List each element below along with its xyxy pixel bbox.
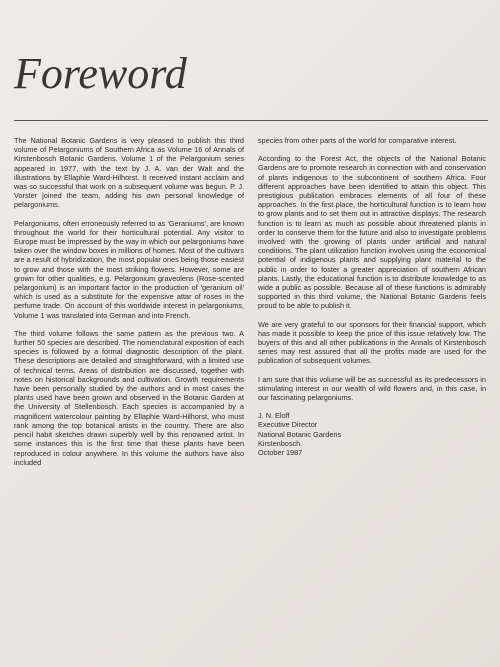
page-title: Foreword: [14, 49, 187, 98]
signature-role: Executive Director: [258, 420, 318, 430]
paragraph-closing: I am sure that this volume will be as successful as its predecessors in stimulating interest in our wealth of wild flowers and, in this case, in our fascinating pelargoniums.: [258, 374, 486, 403]
signature-date: October 1987: [258, 448, 303, 458]
title-divider: [14, 120, 488, 121]
signature-place: Kirstenbosch.: [258, 438, 303, 448]
paragraph-third-volume: The third volume follows the same pattern as the previous two. A further 50 species are described. The nomenclatural exposition of each species is followed by a formal diagnostic description of the plant. These descriptions are detailed and straightforward, with a limited use of technical terms. Areas of distribution are discussed, together with notes on historical backgrounds and cultivation. Growth requirements have been personally studied by the authors and in most cases the plants used have been grown and observed in the Botanic Garden at the University of Stellenbosch. Each species is accompanied by a magnificent watercolour painting by Ellaphie Ward-Hilhorst, who must rank among the top botanical artists in the country. There are also pencil habit sketches drawn superbly well by this renowned artist. In some instances this is the first time that these plants have been reproduced in colour anywhere. In this volume the authors have also included: [14, 328, 244, 467]
paragraph-forest-act: According to the Forest Act, the objects of the National Botanic Gardens are to promote research in connection with and conservation of plants indigenous to the subcontinent of southern Africa. Four different approaches have been identified to attain this object. This prestigious publication embraces elements of all four of these approaches. In the first place, the horticultural function is to learn how to grow plants and to set them out in attractive displays. The research function is to learn as much as possible about threatened plants in order to conserve them for the future and also to investigate problems involved with the growing of plants under artificial and natural conditions. The plant utilization function involves using the economical potential of indigenous plants and supplying plant material to the public in order to foster a greater appreciation of southern African plants. Lastly, the educational function is to distribute knowledge to as wide a public as possible. Because all of these functions is admirably supported in this third volume, the National Botanic Gardens feels proud to be able to publish it.: [258, 154, 486, 311]
signature-org: National Botanic Gardens: [258, 429, 342, 439]
right-column: [258, 136, 486, 457]
signature-block: [258, 411, 486, 457]
paragraph-pelargoniums: Pelargoniums, often erroneously referred to as 'Geraniums', are known throughout the world for their horticultural potential. Any visitor to Europe must be impressed by the way in which our pelargoniums have taken over the window boxes in millions of homes. Most of the cultivars are a result of hybridization, the most popular ones being those easiest to grow and those with the most striking flowers. However, some are grown for other qualities, e.g. Pelargonium graveolens (Rose-scented pelargonium) is an important factor in the production of 'geranium oil' which is used as a substitute for the expensive attar of roses in the perfume trade. On account of this worldwide interest in pelargoniums, Volume 1 was translated into German and into French.: [14, 218, 244, 320]
paragraph-intro: The National Botanic Gardens is very pleased to publish this third volume of Pelargoniums of Southern Africa as Volume 16 of Annals of Kirstenbosch Botanic Gardens. Volume 1 of the Pelargonium series appeared in 1977, with the text by J. A. van der Walt and the illustrations by Ellaphie Ward-Hilhorst. It received instant acclaim and was so successful that work on a subsequent volume was begun. P. J. Vorster joined the team, adding his own personal knowledge of pelargoniums.: [14, 136, 244, 210]
signature-name: J. N. Eloff: [258, 411, 290, 421]
paragraph-sponsors: We are very grateful to our sponsors for their financial support, which has made it possible to keep the price of this issue relatively low. The buyers of this and all other publications in the Annals of Kirstenbosch series may rest assured that all the profits made are used for the publication of subsequent volumes.: [258, 319, 486, 366]
paragraph-continuation: species from other parts of the world for comparative interest.: [258, 136, 457, 145]
left-column: [14, 136, 244, 476]
